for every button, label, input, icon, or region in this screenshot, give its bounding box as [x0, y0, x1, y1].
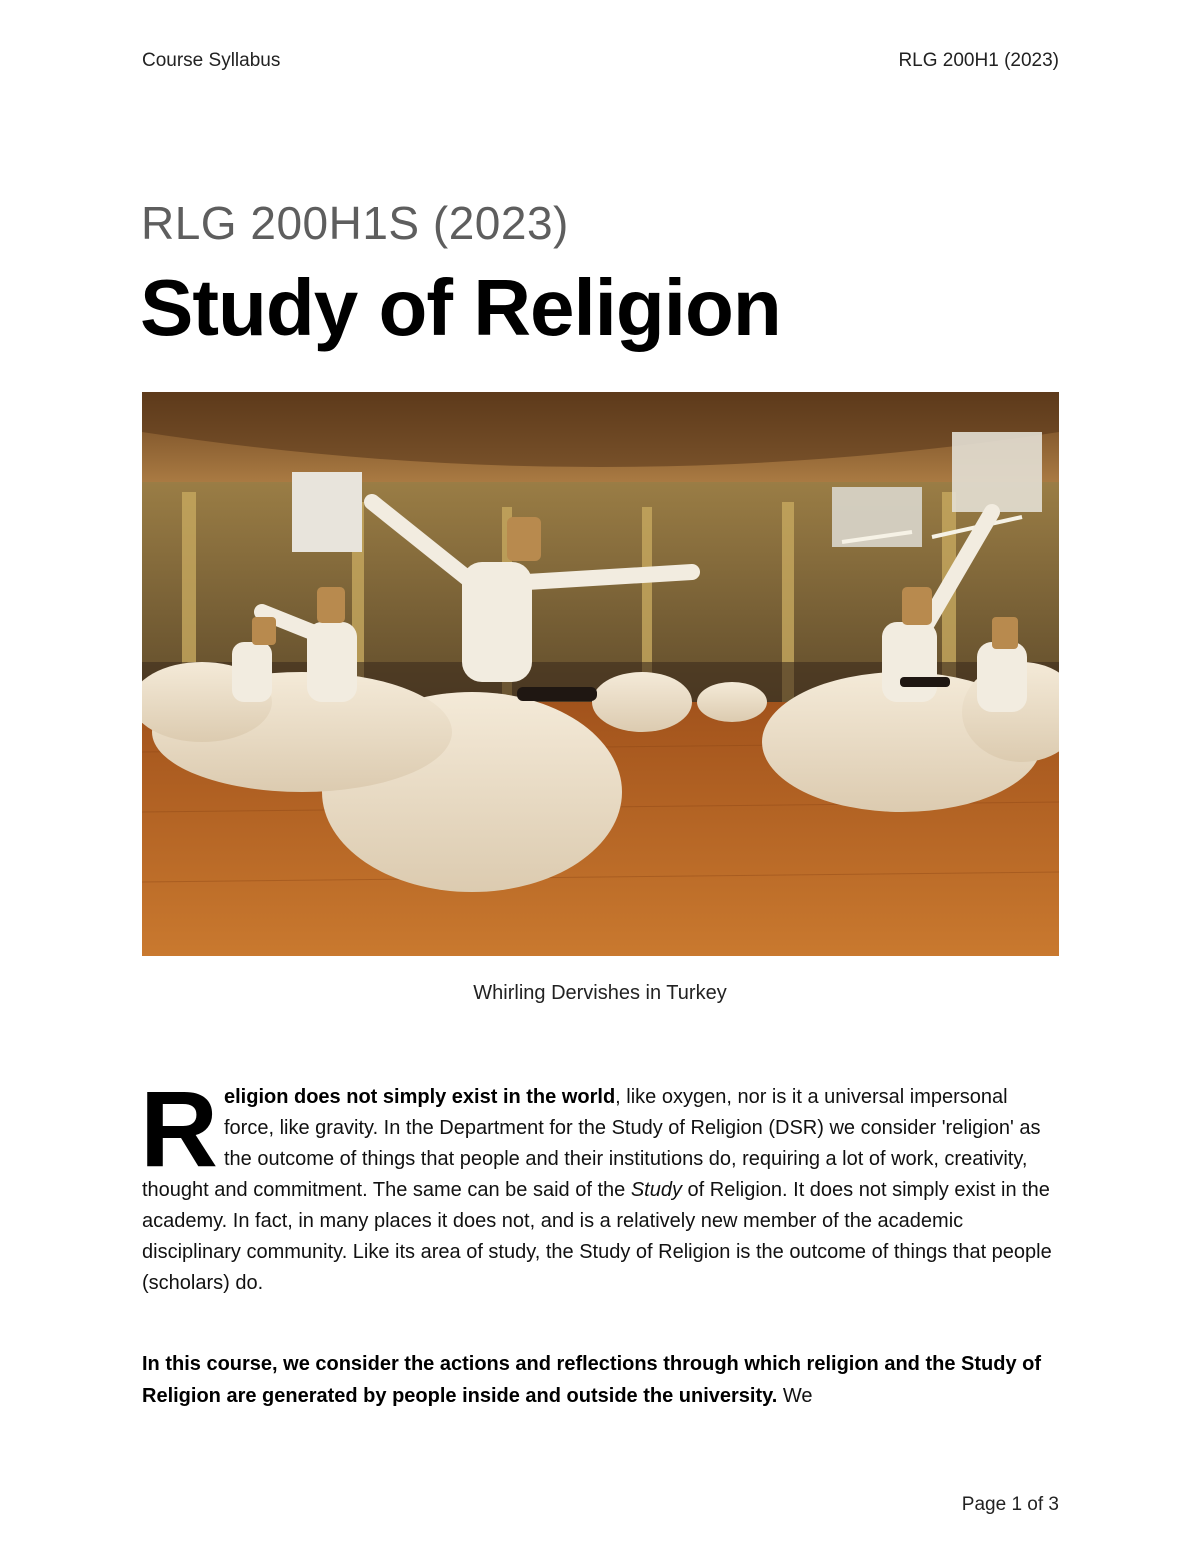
course-focus-text: We [777, 1385, 813, 1407]
drop-cap: R [140, 1068, 218, 1189]
intro-text-1: , like oxygen, nor is it a universal impersonal force, like gravity. In the Department for the Study of Religion (DSR) we consider 'religion' as the outcome of things that people and their institutions do, requiring a lot of work, creativity, thought and commitment. The same can be said of the [142, 1086, 1041, 1201]
running-header-right: RLG 200H1 (2023) [898, 50, 1059, 71]
page-number: Page 1 of 3 [961, 1494, 1059, 1515]
course-focus-paragraph [142, 1348, 1062, 1412]
intro-lead: eligion does not simply exist in the world [224, 1086, 616, 1108]
intro-paragraph [140, 1068, 1062, 1299]
running-header-left: Course Syllabus [142, 50, 281, 71]
course-focus-bold: In this course, we consider the actions and reflections through which religion and the Study of Religion are generated by people inside and outside the university. [142, 1353, 1041, 1407]
hero-photo-whirling-dervishes [142, 392, 1059, 956]
figure-caption: Whirling Dervishes in Turkey [473, 982, 727, 1004]
intro-text-2: of Religion. It does not simply exist in the academy. In fact, in many places it does not, and is a relatively new member of the academic disciplinary community. Like its area of study, the Study of Religion is the outcome of things that people (scholars) do. [142, 1179, 1052, 1294]
course-code: RLG 200H1S (2023) [141, 197, 569, 249]
page-title: Study of Religion [140, 263, 781, 352]
intro-italic-study: Study [630, 1179, 682, 1201]
